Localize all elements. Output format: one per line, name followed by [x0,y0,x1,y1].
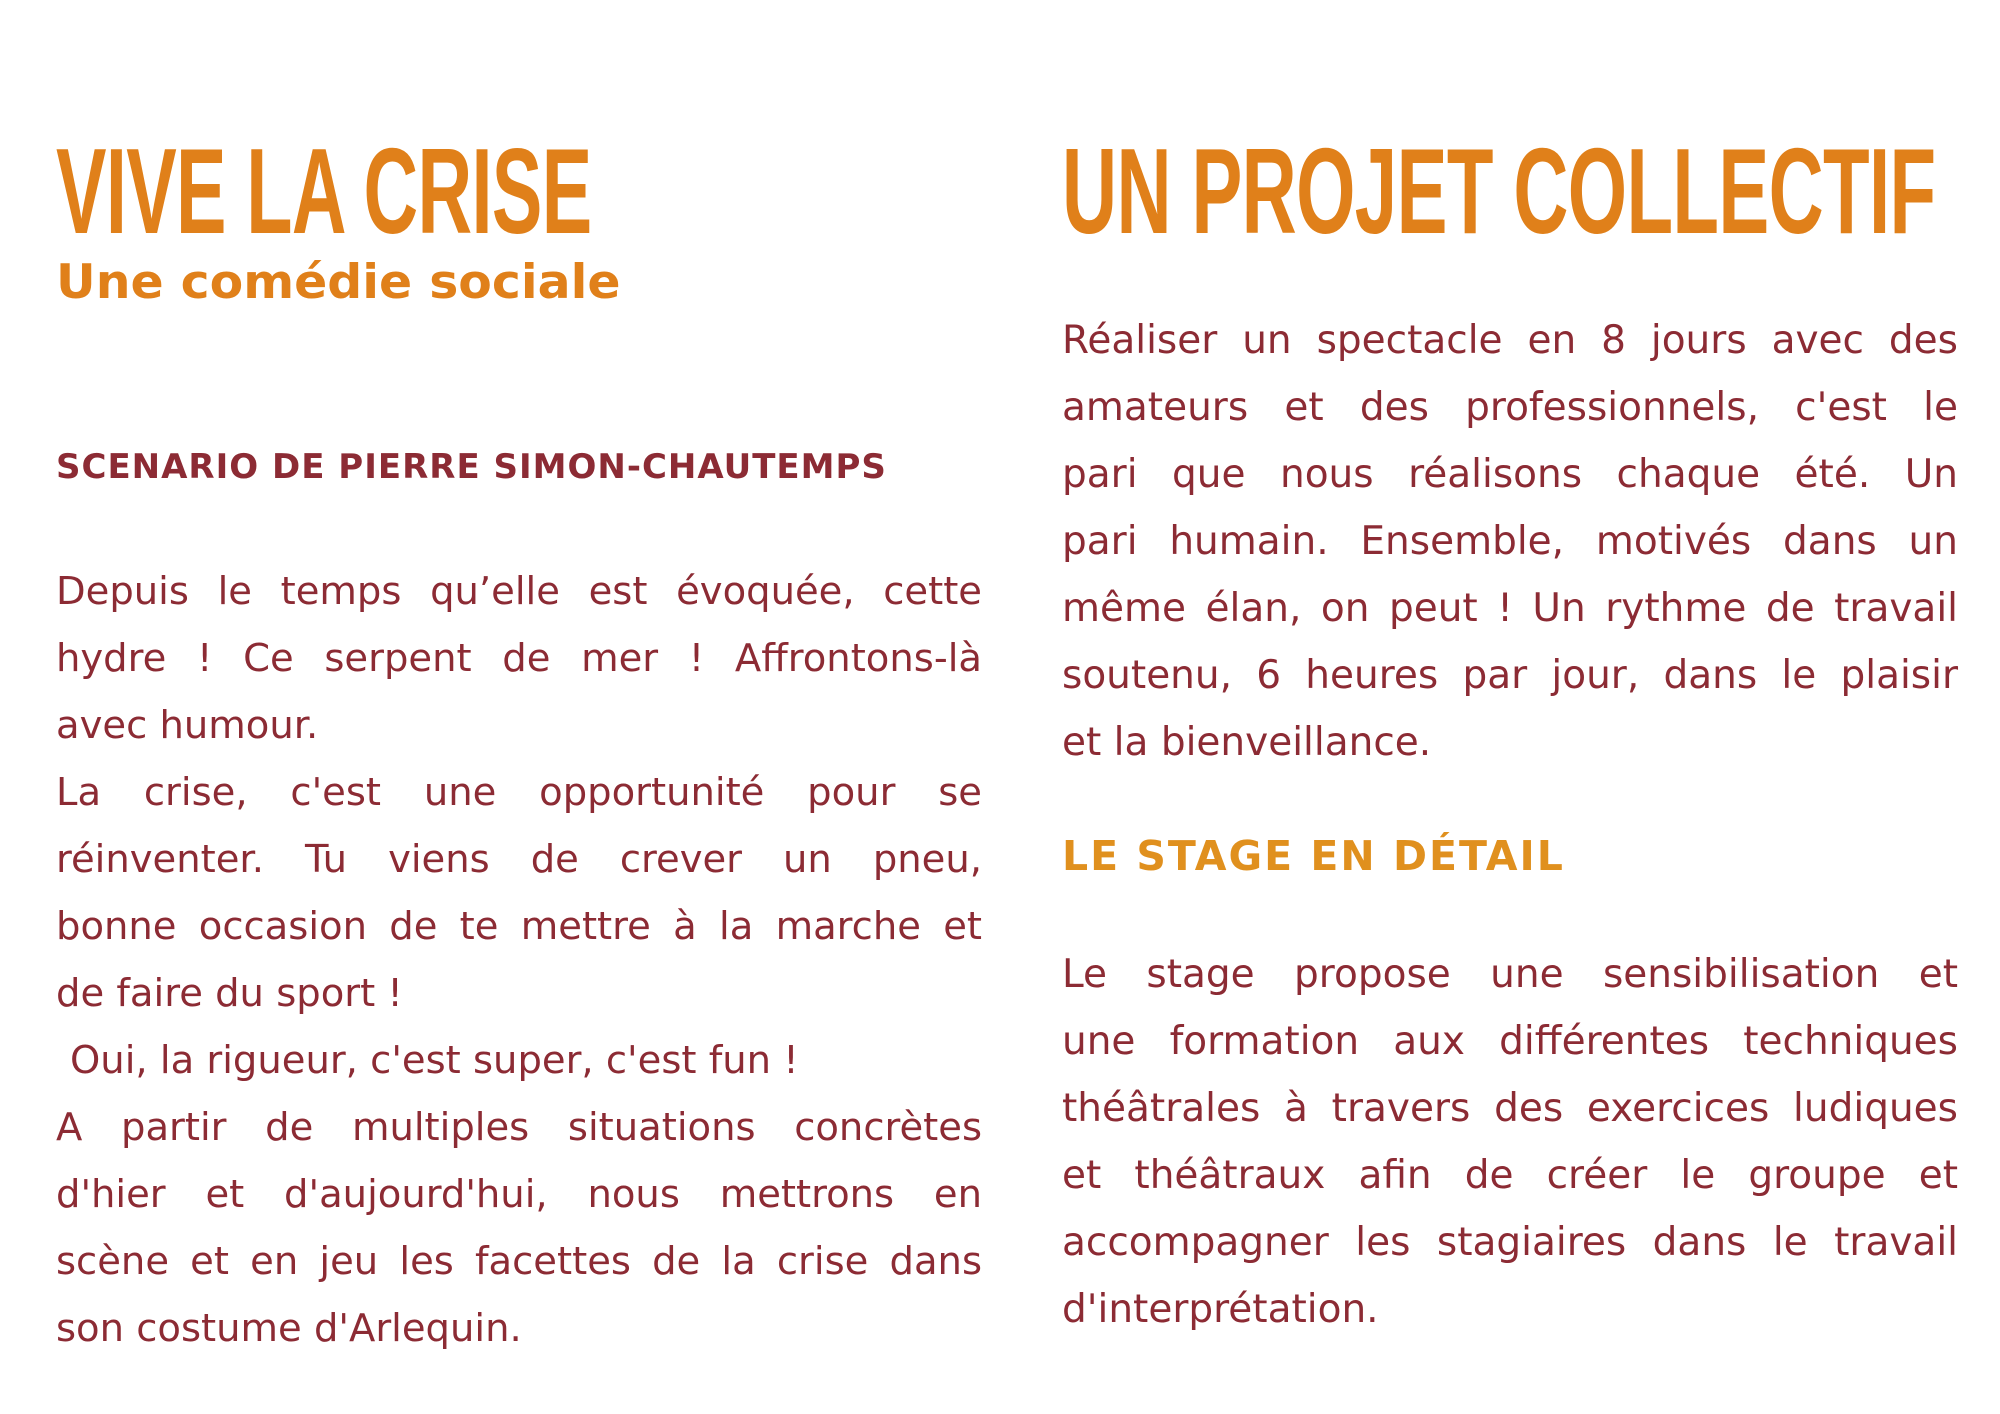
intro-line: amateurs et des professionnels, c'est le [1062,385,1958,430]
description-line: son costume d'Arlequin. [56,1306,522,1351]
show-description [56,558,982,1362]
intro-line: même élan, on peut ! Un rythme de travail [1062,586,1958,631]
detail-line: théâtrales à travers des exercices ludiques [1062,1086,1958,1131]
stage-details [1062,941,1958,1343]
stage-heading: LE STAGE EN DÉTAIL [1062,832,1565,880]
description-line: avec humour. [56,703,319,748]
description-line: A partir de multiples situations concrètes [56,1105,982,1150]
description-line: Oui, la rigueur, c'est super, c'est fun ! [70,1038,799,1083]
detail-line: accompagner les stagiaires dans le travail [1062,1220,1958,1265]
detail-line: une formation aux différentes techniques [1062,1019,1958,1064]
description-line: d'hier et d'aujourd'hui, nous mettrons en [56,1172,982,1217]
intro-line: pari que nous réalisons chaque été. Un [1062,452,1958,497]
scenario-heading: SCENARIO DE PIERRE SIMON-CHAUTEMPS [56,447,887,487]
project-title: UN PROJET COLLECTIF [1062,123,1936,259]
intro-line: et la bienveillance. [1062,720,1432,765]
description-line: scène et en jeu les facettes de la crise dans [56,1239,982,1284]
intro-line: Réaliser un spectacle en 8 jours avec des [1062,318,1958,363]
description-line: La crise, c'est une opportunité pour se [56,770,982,815]
intro-line: pari humain. Ensemble, motivés dans un [1062,519,1958,564]
show-title: VIVE LA CRISE [56,123,592,259]
description-line: de faire du sport ! [56,971,403,1016]
description-line: Depuis le temps qu’elle est évoquée, cette [56,569,982,614]
description-line: hydre ! Ce serpent de mer ! Affrontons-là [56,636,982,681]
detail-line: Le stage propose une sensibilisation et [1062,952,1958,997]
description-line: réinventer. Tu viens de crever un pneu, [56,837,982,882]
intro-line: soutenu, 6 heures par jour, dans le plaisir [1062,653,1958,698]
detail-line: d'interprétation. [1062,1287,1379,1332]
detail-line: et théâtraux afin de créer le groupe et [1062,1153,1958,1198]
description-line: bonne occasion de te mettre à la marche et [56,904,982,949]
project-intro [1062,307,1958,776]
show-subtitle: Une comédie sociale [56,255,621,310]
